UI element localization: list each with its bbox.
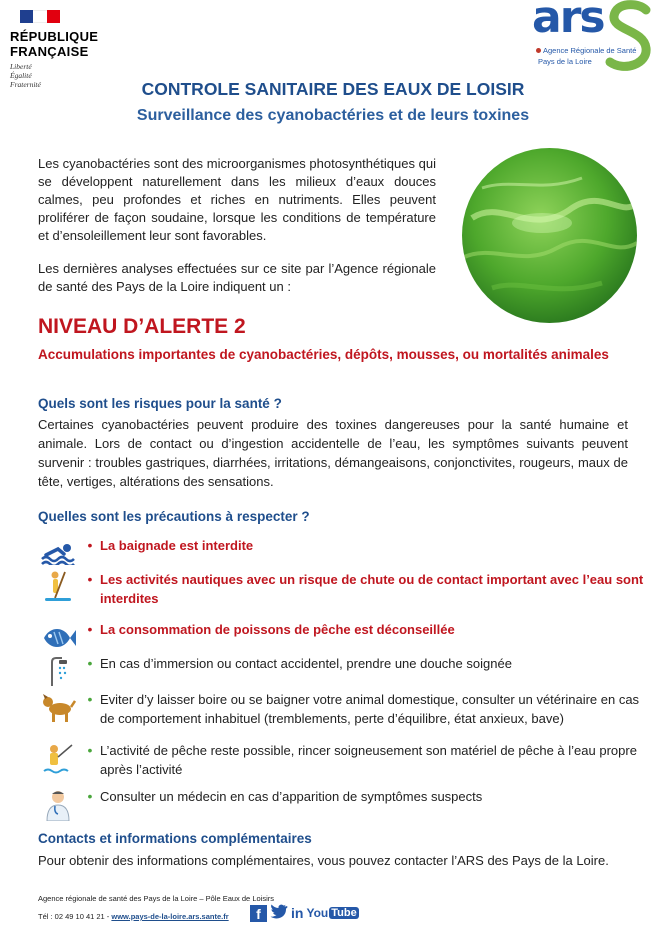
paddle-icon (36, 570, 80, 604)
footer-website-link[interactable]: www.pays-de-la-loire.ars.sante.fr (111, 912, 229, 921)
fisherman-icon (36, 741, 80, 777)
youtube-you: You (306, 906, 329, 920)
dog-icon (36, 690, 80, 726)
green-water-image (462, 148, 637, 323)
precaution-item (36, 536, 646, 572)
bullet: • (87, 691, 93, 707)
linkedin-icon[interactable]: in (291, 905, 304, 921)
facebook-icon[interactable]: f (250, 905, 267, 922)
ars-s-shape-icon (602, 0, 654, 72)
alert-level: NIVEAU D’ALERTE 2 (38, 315, 246, 338)
ars-region-label: Pays de la Loire (538, 57, 592, 66)
intro-paragraph: Les cyanobactéries sont des microorganismes photosynthétiques qui se développent naturellement dans les milieux d’eaux douces calmes, peu profondes et riches en nutriments. Elles peuvent proliférer de façon soudaine, lorsque les conditions de température et d’ensoleillement leur sont favorables. (38, 156, 436, 243)
bullet: • (87, 621, 93, 637)
shower-icon (36, 654, 80, 690)
precaution-item (36, 787, 646, 823)
precautions-heading: Quelles sont les précautions à respecter ? (38, 509, 310, 524)
precaution-item (36, 690, 646, 728)
precaution-text: En cas d’immersion ou contact accidentel, prendre une douche soignée (100, 656, 512, 671)
risks-heading: Quels sont les risques pour la santé ? (38, 396, 282, 411)
fish-icon (36, 620, 80, 656)
precaution-text: Consulter un médecin en cas d’apparition de symptômes suspects (100, 789, 483, 804)
bullet: • (87, 655, 93, 671)
republique-francaise-logo (10, 10, 120, 89)
social-links (250, 904, 359, 922)
motto-liberte: Liberté (10, 62, 32, 71)
youtube-tube: Tube (331, 907, 357, 919)
precaution-text: Eviter d’y laisser boire ou se baigner votre animal domestique, consulter un vétérinaire en cas de comportement inhabituel (tremblements, perte d’équilibre, état anxieux, bave) (100, 692, 640, 726)
doctor-icon (36, 787, 80, 823)
precaution-item (36, 570, 646, 608)
footer-agency: Agence régionale de santé des Pays de la Loire – Pôle Eaux de Loisirs (38, 894, 274, 903)
page-subtitle: Surveillance des cyanobactéries et de leurs toxines (136, 107, 530, 124)
swimmer-icon (36, 536, 80, 572)
republic-name: RÉPUBLIQUE FRANÇAISE (10, 29, 99, 59)
precaution-text: Les activités nautiques avec un risque de chute ou de contact important avec l’eau sont interdites (100, 572, 644, 606)
precaution-item (36, 654, 646, 690)
risks-text: Certaines cyanobactéries peuvent produire des toxines dangereuses pour la santé humaine et animale. Lors de contact ou d’ingestion accidentelle de l’eau, les symptômes suivants peuvent survenir : troubles gastriques, diarrhées, irritations, démangeaisons, conjonctivites, rougeurs, maux de tête, vertiges, altérations des sensations. (38, 417, 628, 489)
alert-description: Accumulations importantes de cyanobactéries, dépôts, mousses, ou mortalités animales (38, 347, 609, 362)
motto-fraternite: Fraternité (10, 80, 41, 89)
ars-logo (528, 2, 658, 74)
bullet: • (87, 537, 93, 553)
precaution-item (36, 620, 646, 656)
contact-text: Pour obtenir des informations complémentaires, vous pouvez contacter l’ARS des Pays de la Loire. (38, 853, 609, 868)
bullet: • (87, 742, 93, 758)
footer-contact (38, 912, 229, 921)
intro-paragraph-2: Les dernières analyses effectuées sur ce site par l’Agence régionale de santé des Pays de la Loire indiquent un : (38, 261, 436, 294)
contact-heading: Contacts et informations complémentaires (38, 831, 312, 846)
page-title: CONTROLE SANITAIRE DES EAUX DE LOISIR (141, 79, 525, 99)
precaution-item (36, 741, 646, 779)
precaution-text: La baignade est interdite (100, 538, 254, 553)
motto-egalite: Égalité (10, 71, 32, 80)
footer-tel: Tél : 02 49 10 41 21 - (38, 912, 112, 921)
bullet: • (87, 571, 93, 587)
french-flag-icon (20, 10, 60, 23)
twitter-icon[interactable] (270, 904, 288, 922)
cyanobacteria-photo (462, 148, 637, 323)
precaution-text: L’activité de pêche reste possible, rincer soigneusement son matériel de pêche à l’eau propre après l’activité (100, 743, 637, 777)
ars-agency-label (536, 46, 636, 55)
precaution-text: La consommation de poissons de pêche est déconseillée (100, 622, 455, 637)
ars-agency-text: Agence Régionale de Santé (543, 46, 637, 55)
ars-logo-text: ars (532, 0, 604, 43)
ars-dot-icon (536, 48, 541, 53)
youtube-icon[interactable] (306, 906, 358, 920)
bullet: • (87, 788, 93, 804)
